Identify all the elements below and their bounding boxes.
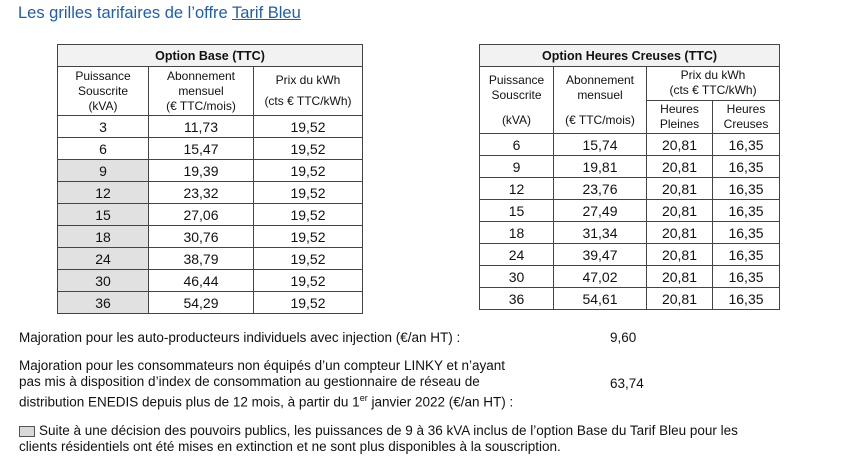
majoration-auto-text: Majoration pour les auto-producteurs individuels avec injection (€/an HT) : <box>19 330 461 345</box>
base-abonnement-cell: 19,39 <box>149 160 254 182</box>
table-row <box>480 222 780 244</box>
table-row <box>58 160 363 182</box>
base-prix-cell: 19,52 <box>254 226 363 248</box>
hc-abonnement-cell: 15,74 <box>554 134 647 156</box>
base-kva-cell: 18 <box>58 226 149 248</box>
hc-pleines-cell: 20,81 <box>647 200 713 222</box>
hc-header-creuses: Heures Creuses <box>713 100 780 134</box>
hc-kva-cell: 15 <box>480 200 554 222</box>
base-prix-cell: 19,52 <box>254 160 363 182</box>
base-table <box>57 44 363 314</box>
table-row <box>58 182 363 204</box>
hc-abonnement-cell: 23,76 <box>554 178 647 200</box>
majoration-linky-text: Majoration pour les consommateurs non équipés d’un compteur LINKY et n’ayant pas mis à disposition d’index de consommation au gestionnaire de réseau de distribution ENEDIS depuis plus de 12 mois, à partir du 1er janvier 2022 (€/an HT) : <box>19 358 514 410</box>
base-kva-cell: 6 <box>58 138 149 160</box>
hc-kva-cell: 18 <box>480 222 554 244</box>
table-row <box>480 156 780 178</box>
majoration-linky-value: 63,74 <box>610 376 644 391</box>
table-row <box>58 226 363 248</box>
hc-abonnement-cell: 47,02 <box>554 266 647 288</box>
hc-creuses-cell: 16,35 <box>713 288 780 310</box>
hc-pleines-cell: 20,81 <box>647 178 713 200</box>
hc-creuses-cell: 16,35 <box>713 222 780 244</box>
base-abonnement-cell: 27,06 <box>149 204 254 226</box>
hc-header-puissance: Puissance Souscrite (kVA) <box>480 67 554 134</box>
table-row <box>480 244 780 266</box>
hc-creuses-cell: 16,35 <box>713 178 780 200</box>
hc-pleines-cell: 20,81 <box>647 266 713 288</box>
hc-creuses-cell: 16,35 <box>713 200 780 222</box>
table-row <box>58 204 363 226</box>
table-row <box>58 270 363 292</box>
title-prefix: Les grilles tarifaires de l’offre <box>18 4 232 22</box>
majoration-auto-value: 9,60 <box>610 330 637 345</box>
hc-table-caption: Option Heures Creuses (TTC) <box>480 45 780 67</box>
hc-creuses-cell: 16,35 <box>713 244 780 266</box>
hc-creuses-cell: 16,35 <box>713 134 780 156</box>
hc-kva-cell: 9 <box>480 156 554 178</box>
base-kva-cell: 9 <box>58 160 149 182</box>
hc-header-prix: Prix du kWh (cts € TTC/kWh) <box>647 67 780 101</box>
table-row <box>480 134 780 156</box>
hc-pleines-cell: 20,81 <box>647 222 713 244</box>
base-header-puissance: Puissance Souscrite (kVA) <box>58 67 149 116</box>
base-abonnement-cell: 46,44 <box>149 270 254 292</box>
hc-creuses-cell: 16,35 <box>713 266 780 288</box>
page-title <box>18 4 301 23</box>
base-header-prix: Prix du kWh (cts € TTC/kWh) <box>254 67 363 116</box>
hc-pleines-cell: 20,81 <box>647 134 713 156</box>
base-prix-cell: 19,52 <box>254 270 363 292</box>
base-abonnement-cell: 11,73 <box>149 116 254 138</box>
base-kva-cell: 15 <box>58 204 149 226</box>
hc-abonnement-cell: 54,61 <box>554 288 647 310</box>
base-abonnement-cell: 54,29 <box>149 292 254 314</box>
tarif-bleu-link[interactable]: Tarif Bleu <box>232 4 301 22</box>
table-row <box>58 248 363 270</box>
base-abonnement-cell: 38,79 <box>149 248 254 270</box>
table-row <box>480 266 780 288</box>
table-row <box>480 178 780 200</box>
hc-kva-cell: 36 <box>480 288 554 310</box>
base-abonnement-cell: 30,76 <box>149 226 254 248</box>
table-row <box>58 292 363 314</box>
table-row <box>480 288 780 310</box>
hc-header-pleines: Heures Pleines <box>647 100 713 134</box>
base-kva-cell: 36 <box>58 292 149 314</box>
table-row <box>58 116 363 138</box>
base-kva-cell: 24 <box>58 248 149 270</box>
hc-kva-cell: 30 <box>480 266 554 288</box>
base-prix-cell: 19,52 <box>254 292 363 314</box>
hc-abonnement-cell: 19,81 <box>554 156 647 178</box>
hc-abonnement-cell: 27,49 <box>554 200 647 222</box>
hc-creuses-cell: 16,35 <box>713 156 780 178</box>
gray-swatch-icon <box>19 426 35 437</box>
table-row <box>480 200 780 222</box>
hc-table <box>479 44 780 310</box>
hc-abonnement-cell: 39,47 <box>554 244 647 266</box>
base-prix-cell: 19,52 <box>254 116 363 138</box>
base-abonnement-cell: 23,32 <box>149 182 254 204</box>
base-prix-cell: 19,52 <box>254 204 363 226</box>
base-abonnement-cell: 15,47 <box>149 138 254 160</box>
footnote: Suite à une décision des pouvoirs publics, les puissances de 9 à 36 kVA inclus de l’option Base du Tarif Bleu pour les clients résidentiels ont été mises en extinction et ne sont plus disponibles à la souscription. <box>19 423 738 454</box>
base-kva-cell: 30 <box>58 270 149 292</box>
base-header-abonnement: Abonnement mensuel (€ TTC/mois) <box>149 67 254 116</box>
hc-abonnement-cell: 31,34 <box>554 222 647 244</box>
hc-pleines-cell: 20,81 <box>647 244 713 266</box>
hc-pleines-cell: 20,81 <box>647 156 713 178</box>
base-kva-cell: 12 <box>58 182 149 204</box>
hc-kva-cell: 6 <box>480 134 554 156</box>
table-row <box>58 138 363 160</box>
base-prix-cell: 19,52 <box>254 182 363 204</box>
base-prix-cell: 19,52 <box>254 138 363 160</box>
hc-kva-cell: 12 <box>480 178 554 200</box>
hc-kva-cell: 24 <box>480 244 554 266</box>
hc-pleines-cell: 20,81 <box>647 288 713 310</box>
base-kva-cell: 3 <box>58 116 149 138</box>
base-prix-cell: 19,52 <box>254 248 363 270</box>
hc-header-abonnement: Abonnement mensuel (€ TTC/mois) <box>554 67 647 134</box>
base-table-caption: Option Base (TTC) <box>58 45 363 67</box>
